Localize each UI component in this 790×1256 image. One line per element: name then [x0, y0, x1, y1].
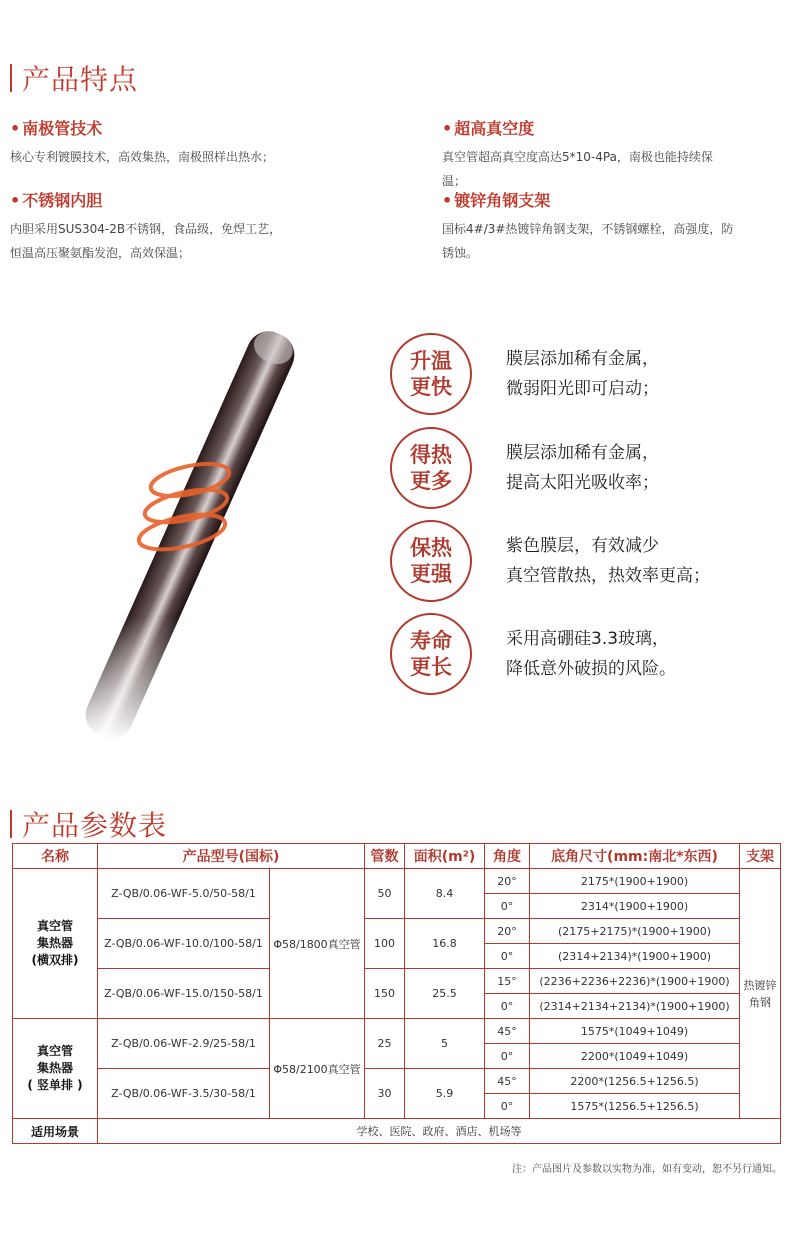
model-cell: Z-QB/0.06-WF-3.5/30-58/1 — [98, 1069, 270, 1119]
benefit-row — [390, 331, 770, 417]
header-tubes: 管数 — [365, 844, 405, 869]
table-row — [13, 919, 781, 944]
benefit-badge: 保热 更强 — [390, 520, 472, 602]
table-row — [13, 869, 781, 894]
tubes-cell: 150 — [365, 969, 405, 1019]
angle-cell: 20° — [485, 919, 530, 944]
base-cell: 2200*(1049+1049) — [530, 1044, 740, 1069]
benefit-row — [390, 611, 770, 697]
angle-cell: 0° — [485, 994, 530, 1019]
benefit-badge: 寿命 更长 — [390, 613, 472, 695]
scene-label: 适用场景 — [13, 1119, 98, 1144]
feature-item: • 南极管技术 核心专利镀膜技术，高效集热，南极照样出热水； — [10, 116, 310, 169]
area-cell: 5 — [405, 1019, 485, 1069]
tubes-cell: 30 — [365, 1069, 405, 1119]
area-cell: 25.5 — [405, 969, 485, 1019]
params-title: 产品参数表 — [22, 809, 168, 842]
header-model: 产品型号(国标) — [98, 844, 365, 869]
table-header-row — [13, 844, 781, 869]
group-name: 真空管 集热器 ( 竖单排 ) — [13, 1019, 98, 1119]
base-cell: 2314*(1900+1900) — [530, 894, 740, 919]
angle-cell: 15° — [485, 969, 530, 994]
table-row — [13, 969, 781, 994]
tube-spec-cell: Φ58/1800真空管 — [270, 869, 365, 1019]
feature-title: 镀锌角钢支架 — [454, 191, 551, 210]
tubes-cell: 25 — [365, 1019, 405, 1069]
feature-title: 南极管技术 — [22, 119, 103, 138]
benefit-text: 采用高硼硅3.3玻璃， 降低意外破损的风险。 — [506, 629, 676, 679]
feature-desc: 内胆采用SUS304-2B不锈钢，食品级，免焊工艺，恒温高压聚氨酯发泡，高效保温； — [10, 222, 282, 260]
benefit-row — [390, 425, 770, 511]
group-name: 真空管 集热器 (横双排) — [13, 869, 98, 1019]
base-cell: 1575*(1256.5+1256.5) — [530, 1094, 740, 1119]
tubes-cell: 50 — [365, 869, 405, 919]
base-cell: (2314+2134+2134)*(1900+1900) — [530, 994, 740, 1019]
feature-title: 超高真空度 — [454, 119, 535, 138]
benefit-text: 膜层添加稀有金属， 微弱阳光即可启动； — [506, 349, 659, 399]
benefit-badge: 升温 更快 — [390, 333, 472, 415]
base-cell: (2236+2236+2236)*(1900+1900) — [530, 969, 740, 994]
feature-item: • 不锈钢内胆 内胆采用SUS304-2B不锈钢，食品级，免焊工艺，恒温高压聚氨酯发泡，高效保温； — [10, 188, 290, 265]
scene-value: 学校、医院、政府、酒店、机场等 — [98, 1119, 781, 1144]
features-title: 产品特点 — [22, 63, 139, 96]
title-bar — [10, 64, 12, 92]
params-table — [12, 843, 781, 1144]
base-cell: (2175+2175)*(1900+1900) — [530, 919, 740, 944]
bracket-cell: 热镀锌 角钢 — [740, 869, 781, 1119]
header-angle: 角度 — [485, 844, 530, 869]
header-name: 名称 — [13, 844, 98, 869]
angle-cell: 0° — [485, 1094, 530, 1119]
feature-desc: 国标4#/3#热镀锌角钢支架，不锈钢螺栓，高强度，防锈蚀。 — [442, 222, 734, 260]
angle-cell: 20° — [485, 869, 530, 894]
benefit-text: 紫色膜层，有效减少 真空管散热，热效率更高； — [506, 536, 710, 586]
feature-desc: 核心专利镀膜技术，高效集热，南极照样出热水； — [10, 150, 275, 164]
benefit-row — [390, 518, 770, 604]
title-bar — [10, 810, 12, 838]
base-cell: 1575*(1049+1049) — [530, 1019, 740, 1044]
angle-cell: 0° — [485, 1044, 530, 1069]
table-row — [13, 1019, 781, 1044]
feature-item: • 超高真空度 真空管超高真空度高达5*10-4Pa，南极也能持续保温； — [442, 116, 732, 193]
angle-cell: 0° — [485, 894, 530, 919]
area-cell: 8.4 — [405, 869, 485, 919]
base-cell: (2314+2134)*(1900+1900) — [530, 944, 740, 969]
angle-cell: 45° — [485, 1069, 530, 1094]
base-cell: 2200*(1256.5+1256.5) — [530, 1069, 740, 1094]
benefit-text: 膜层添加稀有金属， 提高太阳光吸收率； — [506, 443, 659, 493]
header-area: 面积(m²) — [405, 844, 485, 869]
features-section-title — [10, 58, 138, 98]
vacuum-tube-illustration — [60, 330, 320, 740]
base-cell: 2175*(1900+1900) — [530, 869, 740, 894]
header-bracket: 支架 — [740, 844, 781, 869]
feature-title: 不锈钢内胆 — [22, 191, 103, 210]
angle-cell: 0° — [485, 944, 530, 969]
area-cell: 16.8 — [405, 919, 485, 969]
feature-desc: 真空管超高真空度高达5*10-4Pa，南极也能持续保温； — [442, 150, 713, 188]
benefit-badge: 得热 更多 — [390, 427, 472, 509]
params-section-title — [10, 804, 167, 844]
model-cell: Z-QB/0.06-WF-5.0/50-58/1 — [98, 869, 270, 919]
table-row — [13, 1069, 781, 1094]
table-row — [13, 1119, 781, 1144]
header-base: 底角尺寸(mm:南北*东西) — [530, 844, 740, 869]
model-cell: Z-QB/0.06-WF-15.0/150-58/1 — [98, 969, 270, 1019]
area-cell: 5.9 — [405, 1069, 485, 1119]
tube-spec-cell: Φ58/2100真空管 — [270, 1019, 365, 1119]
angle-cell: 45° — [485, 1019, 530, 1044]
model-cell: Z-QB/0.06-WF-10.0/100-58/1 — [98, 919, 270, 969]
tubes-cell: 100 — [365, 919, 405, 969]
feature-item: • 镀锌角钢支架 国标4#/3#热镀锌角钢支架，不锈钢螺栓，高强度，防锈蚀。 — [442, 188, 742, 265]
disclaimer-note: 注：产品图片及参数以实物为准，如有变动，恕不另行通知。 — [512, 1164, 782, 1175]
model-cell: Z-QB/0.06-WF-2.9/25-58/1 — [98, 1019, 270, 1069]
